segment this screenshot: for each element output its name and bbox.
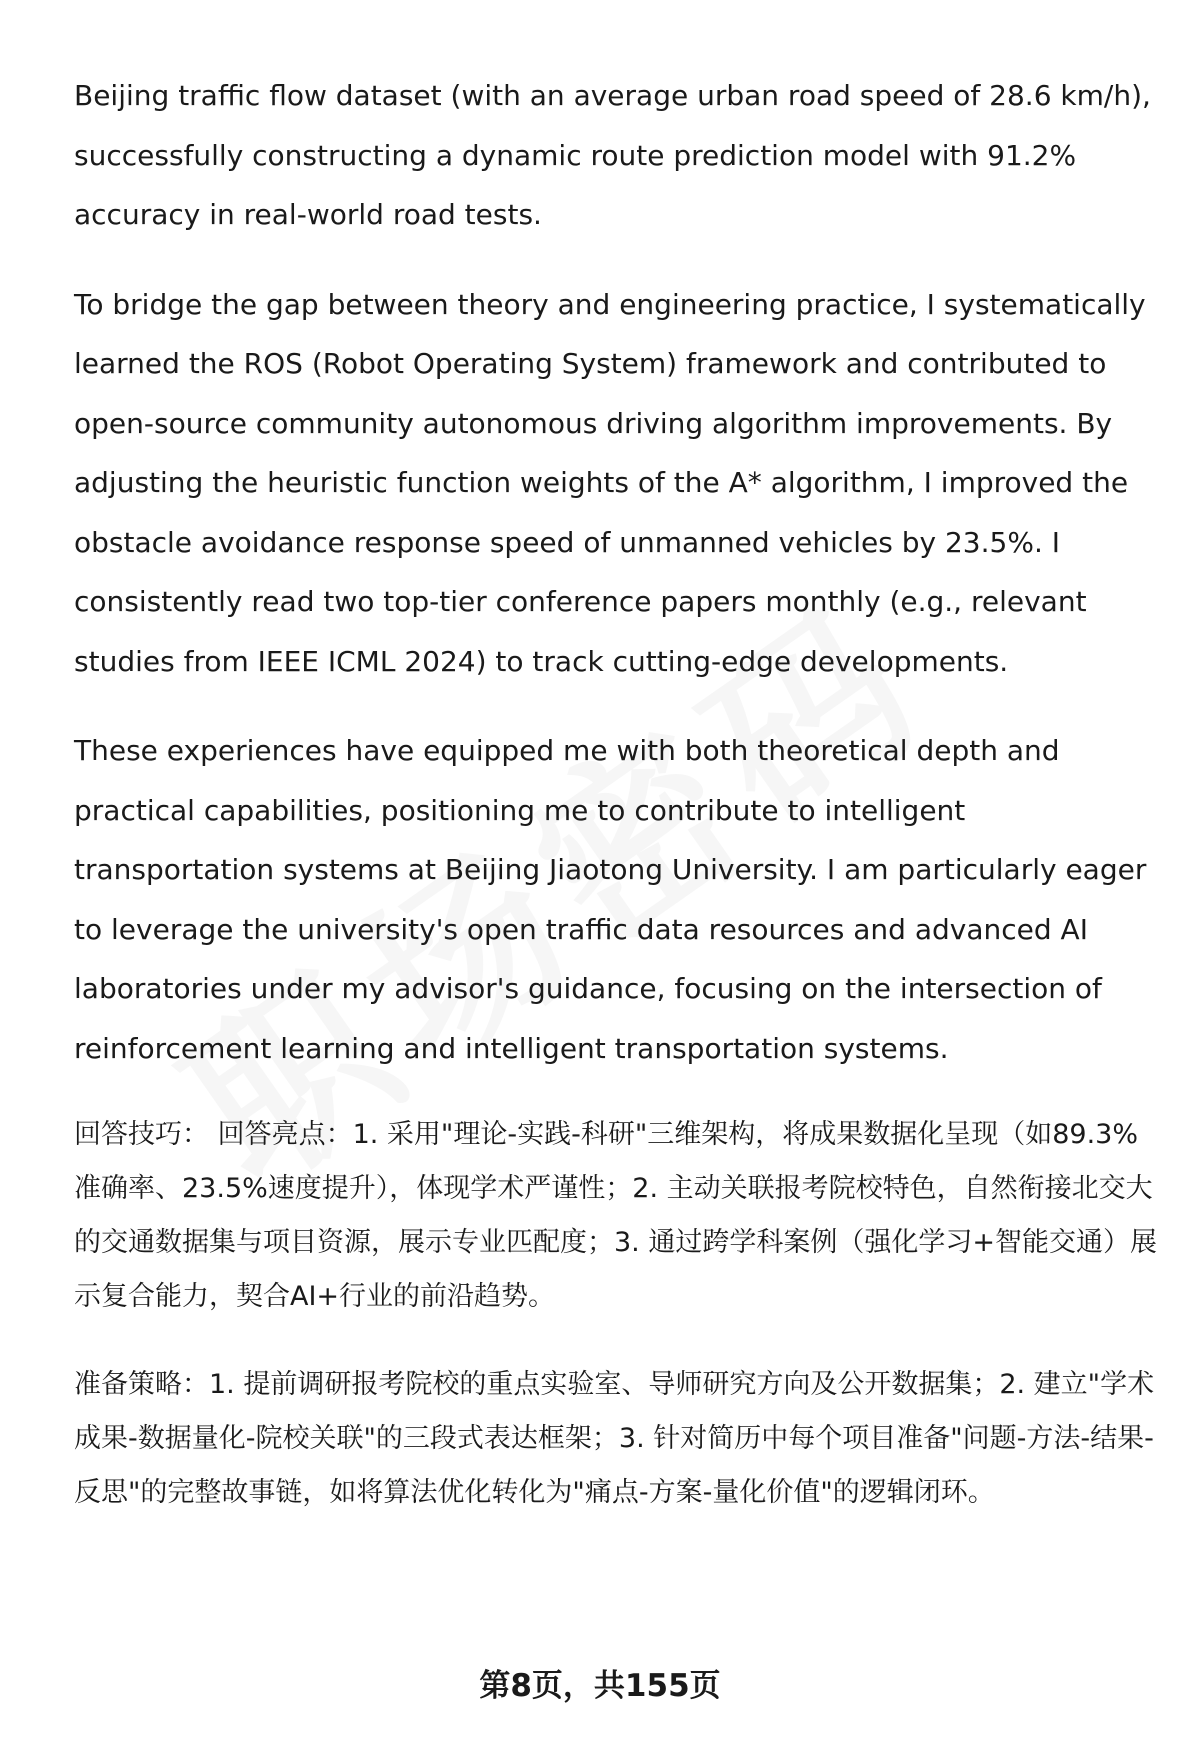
answer-tips: 回答技巧： 回答亮点：1. 采用"理论-实践-科研"三维架构，将成果数据化呈现（如89.3%准确率、23.5%速度提升），体现学术严谨性；2. 主动关联报考院校特色，自然衔接北交大的交通数据集与项目资源，展示专业匹配度；3. 通过跨学科案例（强化学习+智能交通）展示复合能力，契合AI+行业的前沿趋势。	[74, 1119, 1157, 1312]
page-number: 第8页，共155页	[479, 1668, 721, 1704]
paragraph-experiences: These experiences have equipped me with both theoretical depth and practical capabilities, positioning me to contribute to intelligent transportation systems at Beijing Jiaotong University. I am particularly eager to leverage the university's open traffic data resources and advanced AI laboratories under my advisor's guidance, focusing on the intersection of reinforcement learning and intelligent transportation systems.	[74, 734, 1147, 1065]
paragraph-dataset: Beijing traffic flow dataset (with an average urban road speed of 28.6 km/h), successfully constructing a dynamic route prediction model with 91.2% accuracy in real-world road tests.	[74, 79, 1151, 231]
document-body	[74, 66, 1164, 1554]
preparation-strategy: 准备策略：1. 提前调研报考院校的重点实验室、导师研究方向及公开数据集；2. 建立"学术成果-数据量化-院校关联"的三段式表达框架；3. 针对简历中每个项目准备"问题-方法-结果-反思"的完整故事链，如将算法优化转化为"痛点-方案-量化价值"的逻辑闭环。	[74, 1369, 1155, 1508]
paragraph-ros: To bridge the gap between theory and engineering practice, I systematically learned the ROS (Robot Operating System) framework and contributed to open-source community autonomous driving algorithm improvements. By adjusting the heuristic function weights of the A* algorithm, I improved the obstacle avoidance response speed of unmanned vehicles by 23.5%. I consistently read two top-tier conference papers monthly (e.g., relevant studies from IEEE ICML 2024) to track cutting-edge developments.	[74, 287, 1146, 678]
